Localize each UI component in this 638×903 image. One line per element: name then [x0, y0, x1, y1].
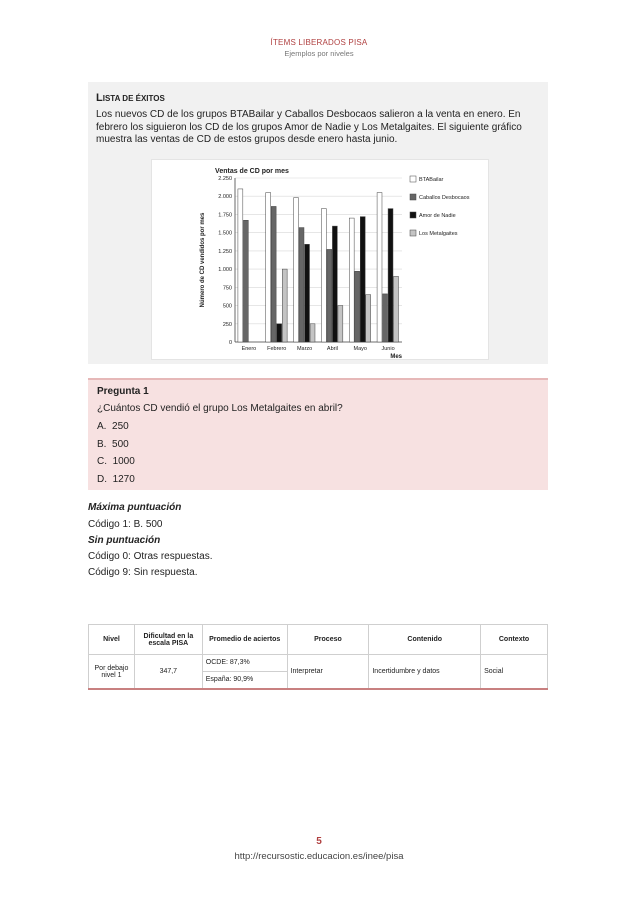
max-score-title: Máxima puntuación — [88, 502, 182, 513]
bar-3-6 — [388, 209, 393, 342]
bar-4-4 — [338, 306, 343, 342]
cell-contenido: Incertidumbre y datos — [369, 655, 481, 690]
legend-swatch — [410, 176, 416, 182]
th-promedio: Promedio de aciertos — [202, 625, 287, 655]
bar-1-3 — [294, 198, 299, 342]
option-b[interactable] — [97, 439, 129, 450]
table-row — [89, 655, 548, 672]
x-tick-label: Febrero — [267, 346, 287, 352]
th-dificultad: Dificultad en la escala PISA — [134, 625, 202, 655]
bar-2-1 — [243, 220, 248, 342]
bar-1-5 — [349, 218, 354, 342]
chart-legend — [410, 176, 470, 237]
bar-1-2 — [266, 193, 271, 342]
bar-4-5 — [366, 295, 371, 342]
chart-xlabel: Mes — [390, 354, 402, 360]
chart-title: Ventas de CD por mes — [215, 168, 289, 175]
th-contexto: Contexto — [481, 625, 548, 655]
code-0: Código 0: Otras respuestas. — [88, 551, 213, 562]
item-info-table — [88, 624, 548, 690]
bar-2-3 — [299, 228, 304, 342]
header-title: ÍTEMS LIBERADOS PISA — [270, 38, 368, 47]
table-header-row — [89, 625, 548, 655]
sales-chart-svg — [152, 160, 490, 361]
y-tick-label: 1.750 — [218, 212, 232, 219]
bar-3-4 — [332, 226, 337, 342]
y-tick-label: 500 — [222, 303, 232, 310]
no-score-title: Sin puntuación — [88, 535, 161, 546]
sales-chart — [151, 159, 489, 360]
legend-label: Caballos Desbocaos — [419, 195, 470, 202]
option-b-text: 500 — [112, 439, 129, 450]
chart-x-ticks — [242, 346, 395, 352]
bar-4-2 — [282, 269, 287, 342]
header-subtitle: Ejemplos por niveles — [284, 49, 354, 58]
cell-espana: España: 90,9% — [202, 671, 287, 689]
option-c-text: 1000 — [112, 456, 135, 467]
y-tick-label: 2.250 — [218, 176, 232, 182]
context-heading-initial: L — [96, 92, 103, 104]
bar-3-5 — [360, 217, 365, 342]
y-tick-label: 1.250 — [218, 248, 232, 255]
legend-swatch — [410, 230, 416, 236]
chart-bars — [238, 189, 399, 342]
bar-4-6 — [394, 276, 399, 342]
cell-contexto: Social — [481, 655, 548, 690]
question-text: ¿Cuántos CD vendió el grupo Los Metalgaites en abril? — [97, 403, 343, 414]
footer-url[interactable]: http://recursostic.educacion.es/inee/pisa — [234, 851, 404, 862]
legend-label: BTABailar — [419, 177, 444, 184]
th-nivel: Nivel — [89, 625, 135, 655]
question-title: Pregunta 1 — [97, 386, 149, 397]
y-tick-label: 750 — [222, 285, 232, 292]
option-d-letter: D. — [97, 474, 107, 485]
bar-1-4 — [321, 209, 326, 342]
y-tick-label: 250 — [222, 321, 232, 328]
bar-3-3 — [305, 244, 310, 342]
bar-3-2 — [277, 324, 282, 342]
option-d-text: 1270 — [112, 474, 135, 485]
bar-2-5 — [355, 271, 360, 342]
option-d[interactable] — [97, 474, 135, 485]
option-c-letter: C. — [97, 456, 107, 467]
cell-ocde: OCDE: 87,3% — [202, 655, 287, 672]
option-b-letter: B. — [97, 439, 107, 450]
cell-nivel: Por debajo nivel 1 — [89, 655, 135, 690]
context-box — [88, 82, 548, 364]
legend-swatch — [410, 212, 416, 218]
y-tick-label: 2.000 — [218, 194, 232, 201]
x-tick-label: Enero — [241, 346, 257, 352]
y-tick-label: 1.500 — [218, 230, 232, 237]
legend-swatch — [410, 194, 416, 200]
bar-1-1 — [238, 189, 243, 342]
context-heading-rest: ISTA DE ÉXITOS — [102, 94, 165, 103]
legend-label: Los Metalgaites — [419, 231, 458, 238]
bar-1-6 — [377, 193, 382, 342]
x-tick-label: Mayo — [353, 346, 367, 352]
question-box — [88, 378, 548, 490]
cell-dificultad: 347,7 — [134, 655, 202, 690]
bar-2-2 — [271, 206, 276, 342]
context-heading — [96, 92, 165, 104]
code-1: Código 1: B. 500 — [88, 519, 163, 530]
th-contenido: Contenido — [369, 625, 481, 655]
chart-ylabel: Número de CD vendidos por mes — [200, 212, 206, 308]
bar-4-3 — [310, 324, 315, 342]
option-c[interactable] — [97, 456, 135, 467]
y-tick-label: 1.000 — [218, 267, 232, 274]
context-text: Los nuevos CD de los grupos BTABailar y Caballos Desbocaos salieron a la venta en enero. En febrero los siguieron los CD de los grupos Amor de Nadie y Los Metalgaites. El siguiente gráfico muestra las ventas de CD de estos grupos desde enero hasta junio. — [96, 109, 522, 146]
code-9: Código 9: Sin respuesta. — [88, 567, 198, 578]
cell-proceso: Interpretar — [287, 655, 369, 690]
option-a-text: 250 — [112, 421, 129, 432]
page-number: 5 — [316, 836, 322, 847]
th-proceso: Proceso — [287, 625, 369, 655]
option-a[interactable] — [97, 421, 129, 432]
bar-2-6 — [383, 294, 388, 342]
legend-label: Amor de Nadie — [419, 213, 456, 220]
x-tick-label: Marzo — [296, 346, 313, 352]
bar-2-4 — [327, 249, 332, 342]
x-tick-label: Junio — [381, 346, 395, 352]
x-tick-label: Abril — [326, 346, 338, 352]
chart-y-ticks — [218, 176, 232, 346]
option-a-letter: A. — [97, 421, 107, 432]
y-tick-label: 0 — [228, 340, 232, 346]
